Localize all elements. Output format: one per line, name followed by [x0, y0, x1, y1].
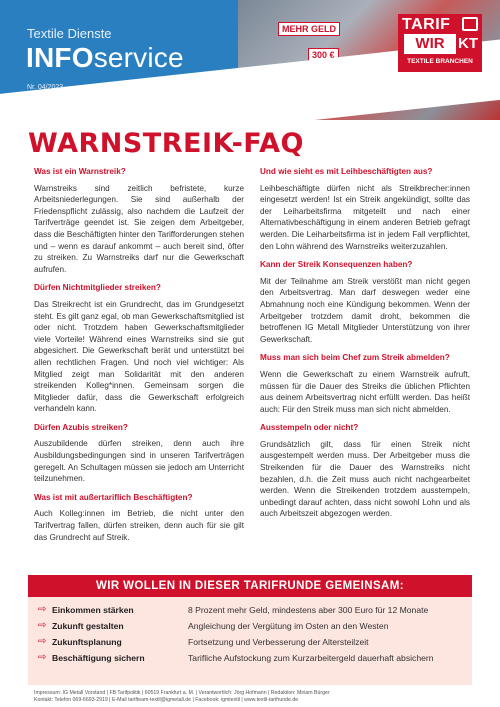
demand-item [38, 635, 468, 649]
logo-line1: TARIF [402, 16, 451, 33]
faq-question: Dürfen Nichtmitglieder streiken? [34, 283, 161, 293]
brand-title: INFOservice [26, 42, 184, 73]
logo-line2-box: WIR [404, 34, 456, 54]
faq-answer: Mit der Teilnahme am Streik verstößt man nicht gegen den Arbeitsvertrag. Man darf deswegen weder eine Abmahnung noch eine Kündigung bekommen. Wenn der Arbeitgeber trotzdem damit droht, bekommen die betroffenen IG Metall Mitglieder Unterstützung von ihrer Gewerkschaft. [260, 276, 470, 344]
demand-label: Beschäftigung sichern [52, 653, 145, 663]
demand-label: Einkommen stärken [52, 605, 134, 615]
faq-question: Und wie sieht es mit Leihbeschäftigten aus? [260, 167, 433, 176]
header [0, 0, 500, 120]
imprint-line: Impressum: IG Metall Vorstand | FB Tarifpolitik | 60519 Frankfurt a. M. | Verantwortlich: Jörg Hofmann | Redaktion: Miriam Bürger [34, 690, 330, 696]
demand-item [38, 651, 468, 665]
demand-item [38, 603, 468, 617]
imprint-footer [34, 690, 474, 704]
demand-label: Zukunft gestalten [52, 621, 124, 631]
faq-answer: Warnstreiks sind zeitlich befristete, kurze Arbeitsniederlegungen. Sie sind außerhalb der Friedenspflicht zulässig, also nachdem die Laufzeit der Tarifverträge geendet ist. Sie zeigen dem Arbeitgeber, dass die Beschäftigten hinter den Tarifforderungen stehen und – wenn es darauf ankommt – auch bereit sind, öfter zu streiken. Zu Warnstreiks darf nur die Gewerkschaft aufrufen. [34, 183, 244, 274]
page-title: WARNSTREIK-FAQ [28, 128, 304, 159]
faq-answer: Das Streikrecht ist ein Grundrecht, das im Grundgesetzt steht. Es gilt ganz egal, ob man Gewerkschaftsmitglied ist oder nicht. Trotzdem haben Gewerkschaftsmitglieder viele Vorteile! Während eines Warnstreiks sind sie gut abgesichert. Die Gewerkschaft berät und unterstützt bei allen rechtlichen Fragen. Und noch viel wichtiger: Als Mitglied zeigt man Solidarität mit den anderen streikenden Kolleg*innen. Gemeinsam sorgen die Mitglieder dafür, dass die Gewerkschaft erfolgreich verhandeln kann. [34, 299, 244, 414]
faq-answer: Wenn die Gewerkschaft zu einem Warnstreik aufruft, müssen für die Dauer des Streiks die üblichen Pflichten aus deinem Arbeitsvertrag nicht erfüllt werden. Das heißt auch: Für den Streik muss man sich nicht abmelden. [260, 369, 470, 414]
demand-label: Zukunftsplanung [52, 637, 122, 647]
faq-question: Muss man sich beim Chef zum Streik abmelden? [260, 353, 450, 363]
photo-sign: MEHR GELD [278, 22, 340, 36]
ig-metall-icon [462, 17, 478, 31]
brand-subtitle: Textile Dienste [27, 26, 112, 41]
tarifwirkt-logo [398, 14, 482, 72]
faq-answer: Grundsätzlich gilt, dass für einen Streik nicht ausgestempelt werden muss. Der Arbeitgeber muss die Streikenden für die Dauer des Warnstreiks nicht bezahlen, d.h. die Zeit muss auch nicht nachgearbeitet werden. Wenn die Streikenden trotzdem ausstempeln, unbedingt darauf achten, dass nicht sowohl Lohn und als auch Arbeitszeit abgezogen werden. [260, 439, 470, 519]
logo-line3: TEXTILE BRANCHEN [407, 58, 473, 65]
demand-description: 8 Prozent mehr Geld, mindestens aber 300 Euro für 12 Monate [188, 605, 429, 615]
faq-question: Dürfen Azubis streiken? [34, 422, 128, 432]
arrow-right-icon: ⇨ [38, 620, 47, 631]
arrow-right-icon: ⇨ [38, 636, 47, 647]
demand-description: Angleichung der Vergütung im Osten an den Westen [188, 621, 389, 631]
demand-description: Fortsetzung und Verbesserung der Altersteilzeit [188, 637, 369, 647]
faq-answer: Auch Kolleg:innen im Betrieb, die nicht unter den Tarifvertrag fallen, dürfen streiken, denn auch für sie gilt das Grundrecht auf Streik. [34, 509, 244, 542]
banner-heading: WIR WOLLEN IN DIESER TARIFRUNDE GEMEINSAM: [28, 575, 472, 597]
photo-sign: 300 € [308, 48, 339, 62]
arrow-right-icon: ⇨ [38, 604, 47, 615]
contact-line: Kontakt: Telefon 069-6693-2919 | E-Mail tarifteam-textil@igmetall.de | Facebook: igmtextil | www.textil-tarifrunde.de [34, 697, 299, 703]
arrow-right-icon: ⇨ [38, 652, 47, 663]
demand-description: Tarifliche Aufstockung zum Kurzarbeitergeld dauerhaft absichern [188, 653, 434, 663]
faq-question: Was ist ein Warnstreik? [34, 167, 126, 176]
demand-item [38, 619, 468, 633]
logo-line2-suffix: KT [458, 35, 478, 52]
issue-number: Nr. 04/2023 [27, 84, 64, 91]
faq-question: Kann der Streik Konsequenzen haben? [260, 260, 413, 270]
faq-right-column [260, 166, 470, 527]
demands-banner [28, 575, 472, 685]
faq-answer: Leihbeschäftigte dürfen nicht als Streikbrecher:innen eingesetzt werden! Ist ein Streik angekündigt, sollte das der Leiharbeitsfirma mitgeteilt und nach einer Alternativbeschäftigung in einem anderen Betrieb gefragt werden. Die Leiharbeitsfirma ist in jedem Fall verpflichtet, den Lohn während des Warnstreiks weiterzuzahlen. [260, 183, 470, 251]
faq-question: Was ist mit außertariflich Beschäftigten? [34, 492, 193, 502]
faq-answer: Auszubildende dürfen streiken, denn auch ihre Ausbildungsbedingungen sind in unseren Tarifverträgen geregelt. An Schultagen müssen sie jedoch am Unterricht teilzunehmen. [34, 439, 244, 484]
faq-left-column [34, 166, 244, 550]
faq-question: Ausstempeln oder nicht? [260, 423, 359, 433]
